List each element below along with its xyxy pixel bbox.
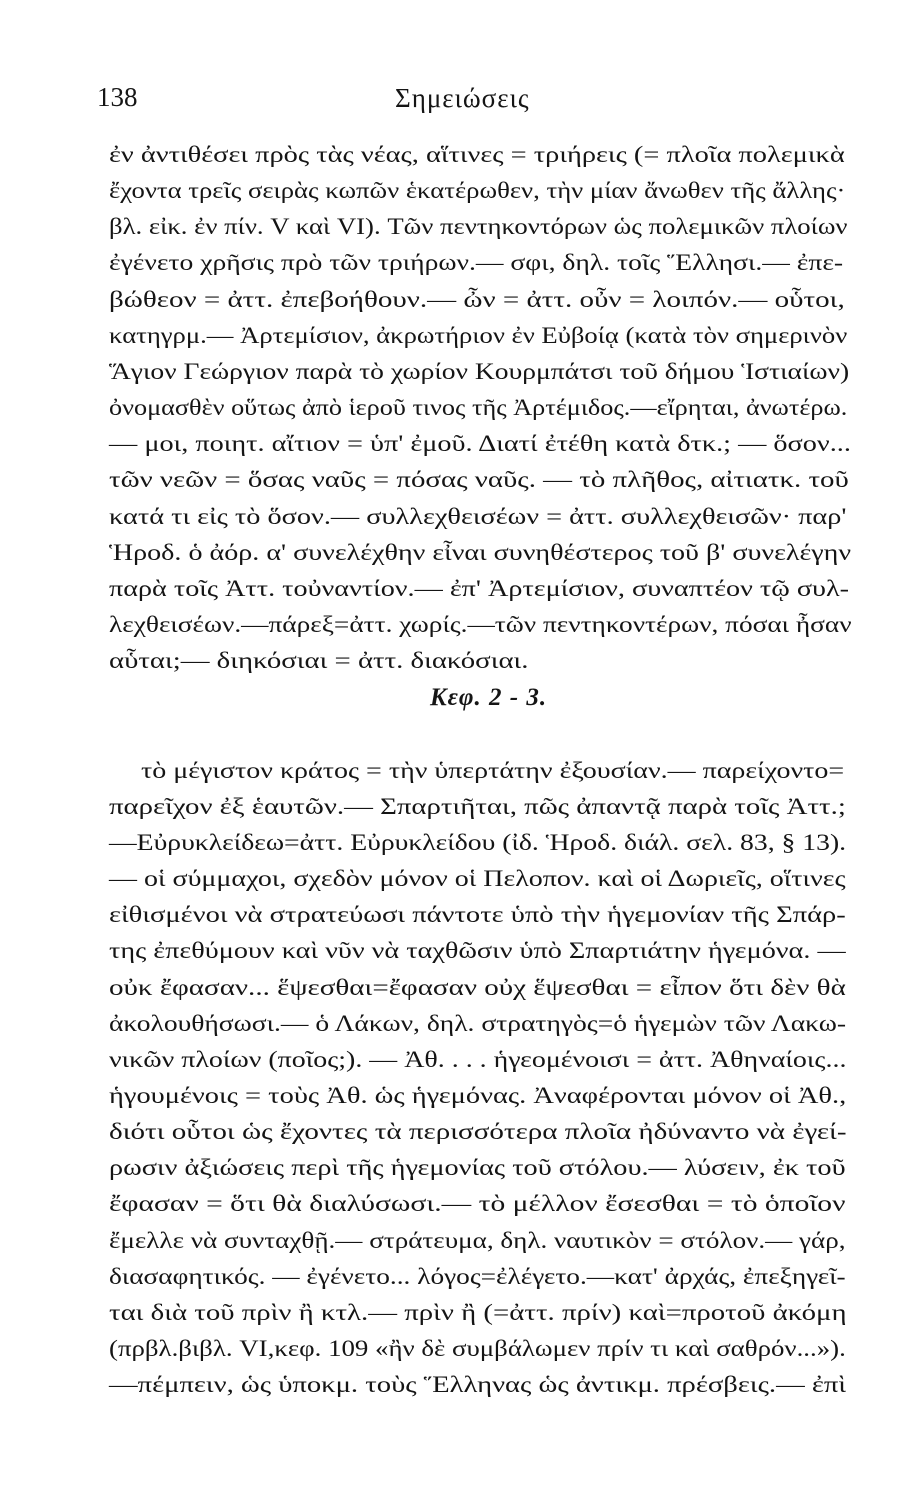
text-line: κατά τι εἰς τὸ ὅσον.— συλλεχθεισέων = ἀττ. συλλεχθεισῶν· παρ' (109, 504, 847, 530)
text-line: — μοι, ποιητ. αἴτιον = ὑπ' ἐμοῦ. Διατί ἐτέθη κατὰ δτκ.; — ὅσον... (109, 431, 851, 457)
text-line: —Εὐρυκλείδεω=ἀττ. Εὐρυκλείδου (ἰδ. Ἡροδ. διάλ. σελ. 83, § 13). (109, 830, 847, 856)
text-line: Ἅγιον Γεώργιον παρὰ τὸ χωρίον Κουρμπάτσι τοῦ δήμου Ἱστιαίων) (109, 359, 850, 385)
text-line: οὐκ ἔφασαν... ἕψεσθαι=ἔφασαν οὐχ ἕψεσθαι = εἶπον ὅτι δὲν θὰ (109, 975, 846, 1001)
text-line: εἰθισμένοι νὰ στρατεύωσι πάντοτε ὑπὸ τὴν ἡγεμονίαν τῆς Σπάρ- (109, 902, 846, 928)
text-line: ἔχοντα τρεῖς σειρὰς κωπῶν ἑκατέρωθεν, τὴν μίαν ἄνωθεν τῆς ἄλλης· (109, 178, 846, 204)
text-line: ἔμελλε νὰ συνταχθῇ.— στράτευμα, δηλ. ναυτικὸν = στόλον.— γάρ, (109, 1228, 846, 1254)
text-line: παρὰ τοῖς Ἀττ. τοὐναντίον.— ἐπ' Ἀρτεμίσιον, συναπτέον τῷ συλ- (109, 576, 850, 602)
text-line: διασαφητικός. — ἐγένετο... λόγος=ἐλέγετο.—κατ' ἀρχάς, ἐπεξηγεῖ- (109, 1264, 846, 1290)
text-line: ἐγένετο χρῆσις πρὸ τῶν τριήρων.— σφι, δηλ. τοῖς Ἕλλησι.— ἐπε- (109, 250, 844, 276)
text-line: (πρβλ.βιβλ. VI,κεφ. 109 «ἢν δὲ συμβάλωμεν πρίν τι καὶ σαθρόν...»). (109, 1336, 846, 1362)
text-line: ρωσιν ἀξιώσεις περὶ τῆς ἡγεμονίας τοῦ στόλου.— λύσειν, ἐκ τοῦ (109, 1155, 846, 1181)
text-line: ἔφασαν = ὅτι θὰ διαλύσωσι.— τὸ μέλλον ἔσεσθαι = τὸ ὁποῖον (109, 1191, 846, 1217)
text-line: τὸ μέγιστον κράτος = τὴν ὑπερτάτην ἐξουσίαν.— παρείχοντο= (141, 758, 845, 784)
text-line: βλ. εἰκ. ἐν πίν. V καὶ VI). Τῶν πεντηκοντόρων ὡς πολεμικῶν πλοίων (109, 214, 848, 240)
text-line: της ἐπεθύμουν καὶ νῦν νὰ ταχθῶσιν ὑπὸ Σπαρτιάτην ἡγεμόνα. — (109, 938, 846, 964)
page-number: 138 (97, 82, 138, 112)
running-head: Σημειώσεις (395, 83, 530, 113)
text-line: ἐν ἀντιθέσει πρὸς τὰς νέας, αἵτινες = τριήρεις (= πλοῖα πολεμικὰ (109, 142, 845, 168)
text-line: αὗται;— διηκόσιαι = ἀττ. διακόσιαι. (109, 648, 529, 674)
text-line: νικῶν πλοίων (ποῖος;). — Ἀθ. . . . ἡγεομένοισι = ἀττ. Ἀθηναίοις... (109, 1047, 847, 1073)
text-line: λεχθεισέων.—πάρεξ=ἀττ. χωρίς.—τῶν πεντηκοντέρων, πόσαι ἦσαν (109, 612, 852, 638)
text-line: —πέμπειν, ὡς ὑποκμ. τοὺς Ἕλληνας ὡς ἀντικμ. πρέσβεις.— ἐπὶ (109, 1372, 847, 1398)
text-line: παρεῖχον ἐξ ἑαυτῶν.— Σπαρτιῆται, πῶς ἀπαντᾷ παρὰ τοῖς Ἀττ.; (109, 794, 846, 820)
text-line: ὀνομασθὲν οὕτως ἀπὸ ἱεροῦ τινος τῆς Ἀρτέμιδος.—εἴρηται, ἀνωτέρω. (109, 395, 848, 421)
text-line: Ἡροδ. ὁ ἀόρ. α' συνελέχθην εἶναι συνηθέστερος τοῦ β' συνελέγην (109, 540, 852, 566)
chapter-heading: Κεφ. 2 - 3. (430, 684, 548, 711)
text-line: διότι οὗτοι ὡς ἔχοντες τὰ περισσότερα πλοῖα ἠδύναντο νὰ ἐγεί- (109, 1119, 847, 1145)
text-line: κατηγρμ.— Ἀρτεμίσιον, ἀκρωτήριον ἐν Εὐβοίᾳ (κατὰ τὸν σημερινὸν (109, 323, 848, 349)
text-line: ται διὰ τοῦ πρὶν ἢ κτλ.— πρὶν ἢ (=ἀττ. πρίν) καὶ=προτοῦ ἀκόμη (109, 1300, 847, 1326)
text-line: ἡγουμένοις = τοὺς Ἀθ. ὡς ἡγεμόνας. Ἀναφέρονται μόνον οἱ Ἀθ., (109, 1083, 847, 1109)
text-line: ἀκολουθήσωσι.— ὁ Λάκων, δηλ. στρατηγὸς=ὁ ἡγεμὼν τῶν Λακω- (109, 1011, 847, 1037)
text-line: βώθεον = ἀττ. ἐπεβοήθουν.— ὦν = ἀττ. οὖν = λοιπόν.— οὗτοι, (109, 287, 845, 313)
text-line: τῶν νεῶν = ὅσας ναῦς = πόσας ναῦς. — τὸ πλῆθος, αἰτιατκ. τοῦ (109, 467, 849, 493)
text-line: — οἱ σύμμαχοι, σχεδὸν μόνον οἱ Πελοπον. καὶ οἱ Δωριεῖς, οἵτινες (109, 866, 846, 892)
